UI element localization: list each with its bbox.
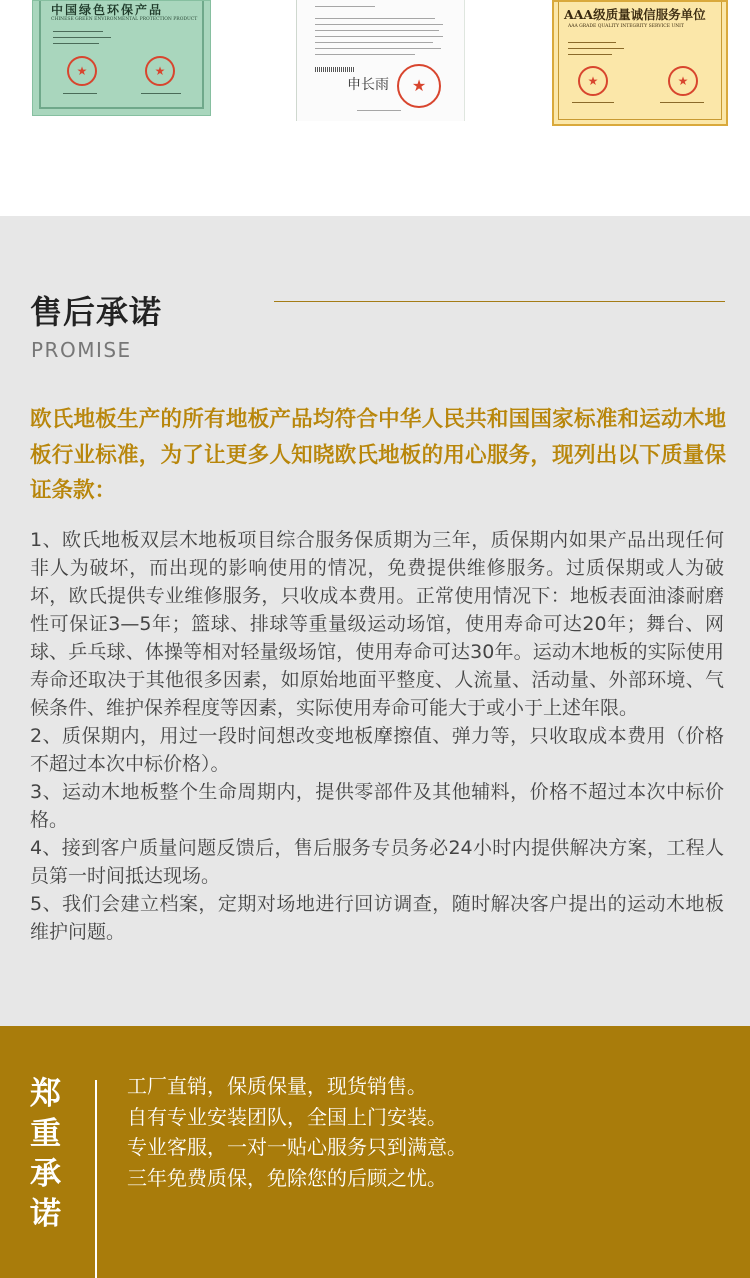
aaa-quality-certificate <box>552 0 728 126</box>
national-emblem-seal-icon <box>397 64 441 108</box>
certificate-gallery <box>0 0 750 216</box>
promise-intro: 欧氏地板生产的所有地板产品均符合中华人民共和国国家标准和运动木地板行业标准，为了让更多人知晓欧氏地板的用心服务，现列出以下质量保证条款： <box>30 407 726 503</box>
patent-certificate <box>296 0 465 121</box>
vertical-title-char: 郑 <box>30 1076 61 1112</box>
commitment-line: 自有专业安装团队，全国上门安装。 <box>127 1104 447 1129</box>
certificate-seal-icon <box>668 66 698 96</box>
promise-term: 1、欧氏地板双层木地板项目综合服务保质期为三年，质保期内如果产品出现任何非人为破坏，而出现的影响使用的情况，免费提供维修服务。过质保期或人为破坏，欧氏提供专业维修服务，只收成本费用。正常使用情况下：地板表面油漆耐磨性可保证3—5年；篮球、排球等重量级运动场馆，使用寿命可达20年；舞台、网球、乒乓球、体操等相对轻量级场馆，使用寿命可达30年。运动木地板的实际使用寿命还取决于其他很多因素，如原始地面平整度、人流量、活动量、外部环境、气候条件、维护保养程度等因素，实际使用寿命可能大于或小于上述年限。 <box>30 529 724 719</box>
commitment-list <box>127 1071 467 1193</box>
green-product-certificate <box>32 0 211 116</box>
vertical-divider <box>95 1080 97 1278</box>
section-title: 售后承诺 <box>30 293 163 331</box>
promise-term: 4、接到客户质量问题反馈后，售后服务专员务必24小时内提供解决方案，工程人员第一时间抵达现场。 <box>30 837 724 887</box>
promise-term: 5、我们会建立档案，定期对场地进行回访调查，随时解决客户提出的运动木地板维护问题。 <box>30 893 724 943</box>
certificate-seal-icon <box>145 56 175 86</box>
section-subtitle: PROMISE <box>31 338 132 362</box>
certificate-seal-icon <box>67 56 97 86</box>
commitment-line: 工厂直销，保质保量，现货销售。 <box>127 1074 427 1098</box>
promise-terms-list <box>30 526 724 946</box>
green-certificate-subtitle: CHINESE GREEN ENVIRONMENTAL PROTECTION PRODUCT <box>51 17 198 22</box>
vertical-title-char: 诺 <box>30 1196 61 1232</box>
vertical-title-char: 承 <box>30 1156 61 1192</box>
aaa-certificate-subtitle: AAA GRADE QUALITY INTEGRITY SERVICE UNIT <box>568 24 684 29</box>
vertical-title <box>30 1074 66 1234</box>
promise-section <box>0 216 750 1026</box>
certificate-seal-icon <box>578 66 608 96</box>
promise-term: 2、质保期内，用过一段时间想改变地板摩擦值、弹力等，只收取成本费用（价格不超过本次中标价格）。 <box>30 725 724 775</box>
signature: 申长雨 <box>347 77 389 93</box>
green-certificate-title: 中国绿色环保产品 <box>51 3 164 17</box>
promise-term: 3、运动木地板整个生命周期内，提供零部件及其他辅料，价格不超过本次中标价格。 <box>30 781 724 831</box>
aaa-certificate-title: AAA级质量诚信服务单位 <box>564 7 706 22</box>
barcode-icon <box>315 67 355 72</box>
title-divider <box>274 301 725 302</box>
vertical-title-char: 重 <box>30 1116 61 1152</box>
commitment-line: 专业客服，一对一贴心服务只到满意。 <box>127 1135 467 1159</box>
commitment-banner <box>0 1026 750 1278</box>
commitment-line: 三年免费质保，免除您的后顾之忧。 <box>127 1165 447 1190</box>
